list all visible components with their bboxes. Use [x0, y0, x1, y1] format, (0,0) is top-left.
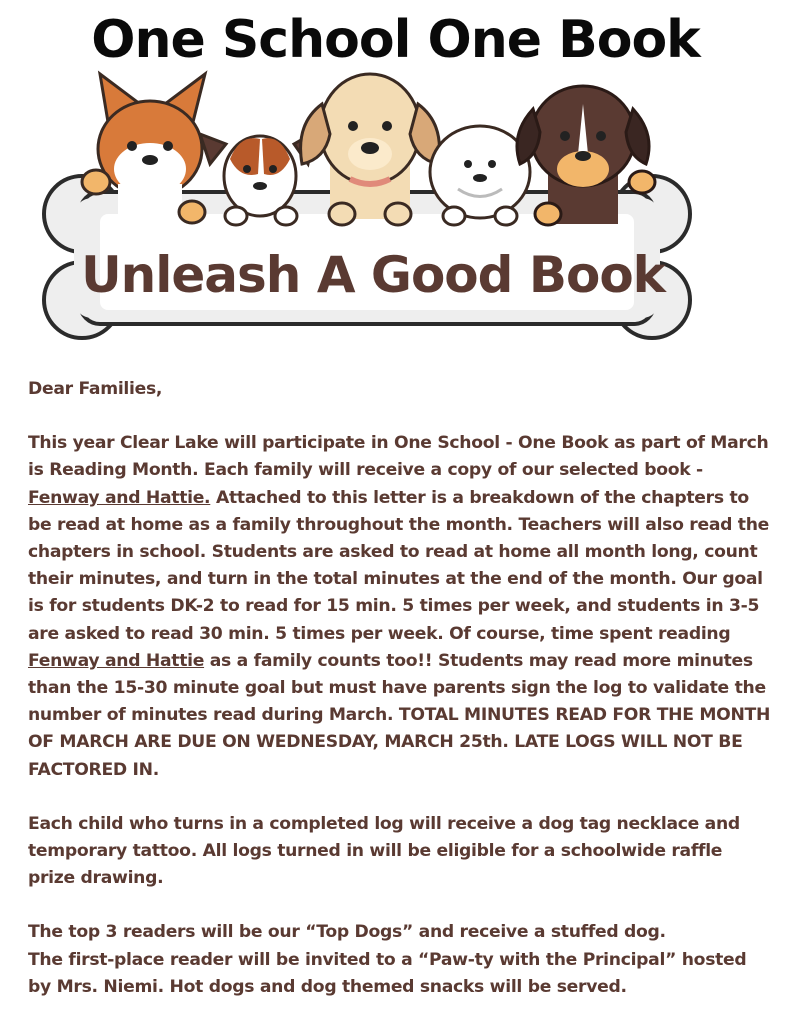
book-title: Fenway and Hattie. — [28, 487, 211, 508]
paragraph-text: Attached to this letter is a breakdown of the chapters to be read at home as a family throughout the month. Teachers will also read the chapters in school. Students are asked to read at home all month long, count their minutes, and turn in the total minutes at the end of the month. Our goal is for students DK-2 to read for 15 min. 5 times per week, and students in 3-5 are asked to read 30 min. 5 times per week. Of course, time spent reading — [28, 487, 770, 644]
dogs-on-bone-illustration — [40, 64, 740, 364]
letter-body — [28, 376, 773, 1001]
banner-heading: Unleash A Good Book — [81, 246, 665, 304]
paragraph-reading-program — [28, 430, 773, 784]
page-title: One School One Book — [91, 10, 700, 70]
paragraph-top-dogs-line2: The first-place reader will be invited to a “Paw-ty with the Principal” hosted by Mrs. Niemi. Hot dogs and dog themed snacks will be served. — [28, 949, 747, 997]
paragraph-top-dogs-line1: The top 3 readers will be our “Top Dogs” and receive a stuffed dog. — [28, 922, 666, 943]
greeting: Dear Families, — [28, 379, 163, 399]
book-title: Fenway and Hattie — [28, 650, 205, 671]
paragraph-rewards: Each child who turns in a completed log will receive a dog tag necklace and temporary tattoo. All logs turned in will be eligible for a schoolwide raffle prize drawing. — [28, 813, 740, 889]
paragraph-text: This year Clear Lake will participate in One School - One Book as part of March is Reading Month. Each family will receive a copy of our selected book - — [28, 433, 769, 481]
paragraph-text: as a family counts too!! Students may read more minutes than the 15-30 minute goal but must have parents sign the log to validate the number of minutes read during March. TOTAL MINUTES READ FOR THE MONTH OF MARCH ARE DUE ON WEDNESDAY, MARCH 25th. LATE LOGS WILL NOT BE FACTORED IN. — [28, 650, 771, 780]
maltese-dog-icon — [430, 126, 530, 225]
